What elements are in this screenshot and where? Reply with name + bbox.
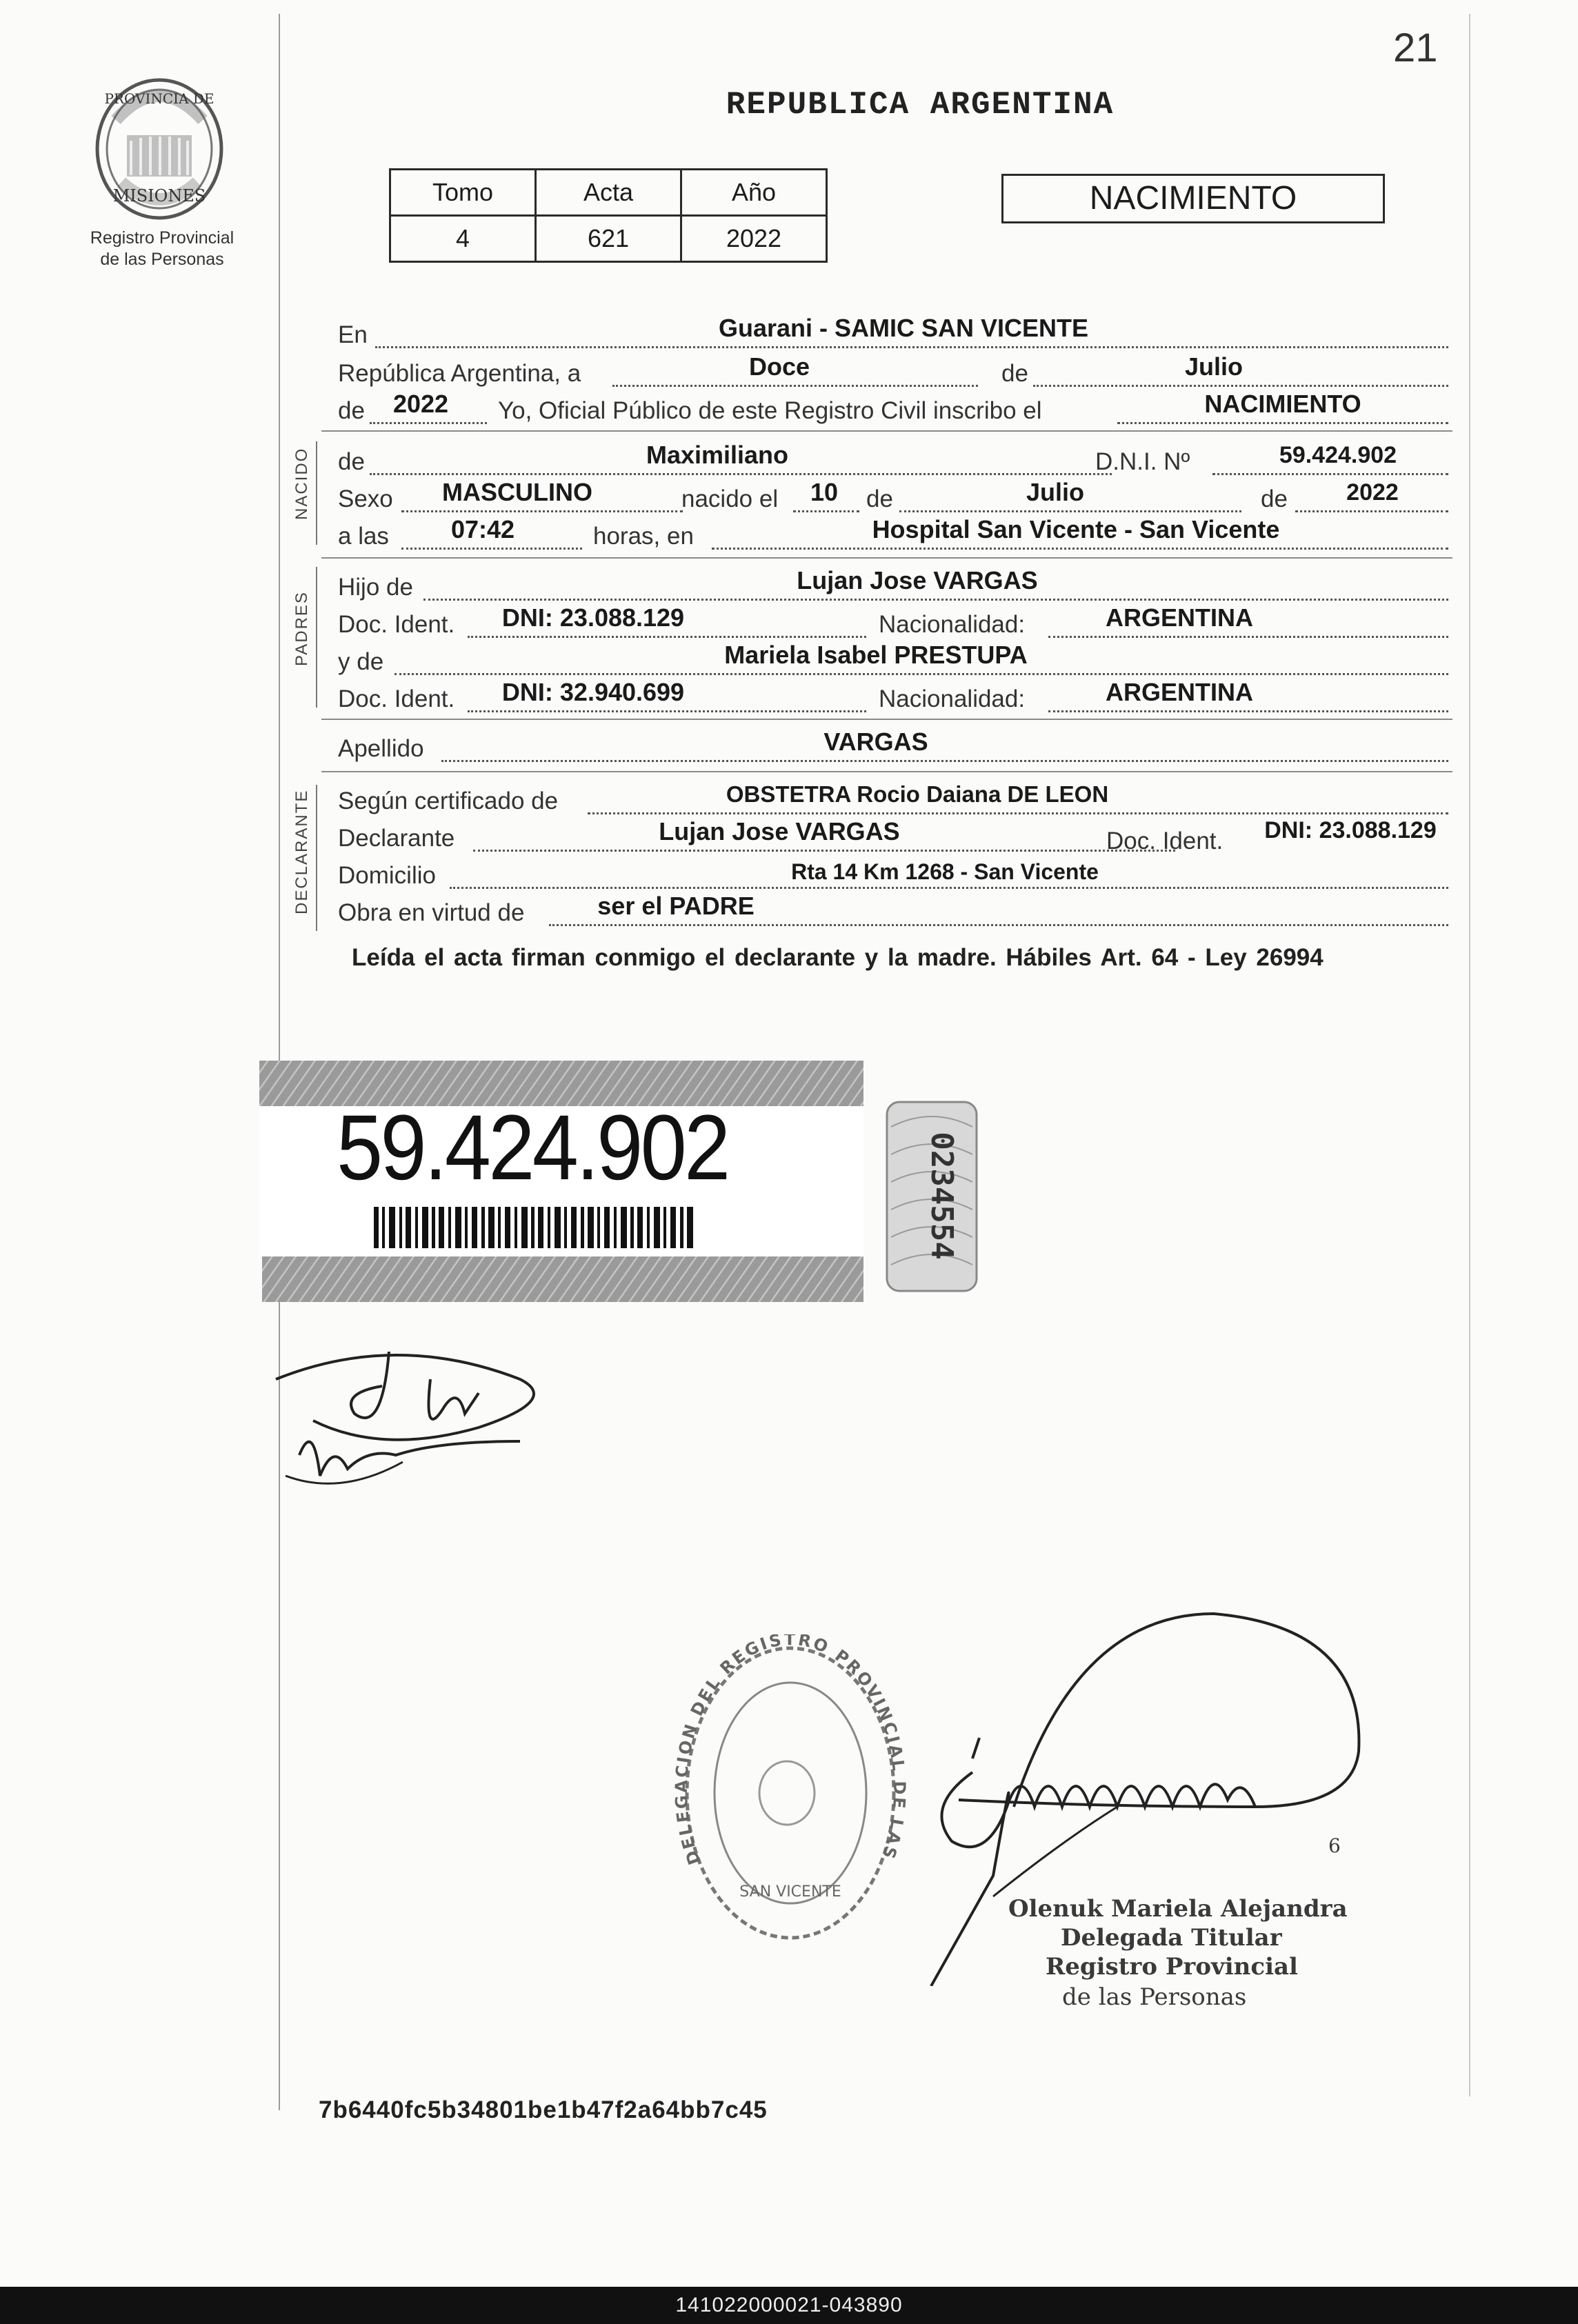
row-nacido-sexo (338, 476, 1450, 514)
domicilio-label: Domicilio (338, 862, 436, 889)
table-value-acta: 621 (536, 216, 681, 262)
row-father-doc (338, 601, 1450, 640)
domicilio-value: Rta 14 Km 1268 - San Vicente (791, 859, 1099, 884)
logo-caption-line2: de las Personas (100, 250, 224, 269)
row-nacido-name (338, 439, 1450, 477)
table-header-acta: Acta (536, 170, 681, 216)
en-label: En (338, 321, 368, 348)
stamp-ring-text: DELEGACION DEL REGISTRO PROVINCIAL DE LAS (673, 1634, 908, 1867)
row-obra (338, 890, 1450, 928)
father-name-value: Lujan Jose VARGAS (797, 566, 1038, 594)
declarante-doc-value: DNI: 23.088.129 (1264, 817, 1437, 843)
alas-label: a las (338, 523, 389, 550)
official-circular-stamp (673, 1634, 908, 1952)
father-doc-value: DNI: 23.088.129 (501, 603, 685, 632)
child-dni-value: 59.424.902 (1279, 442, 1397, 468)
mother-doc-value: DNI: 32.940.699 (501, 678, 685, 706)
section-label-declarante: DECLARANTE (292, 789, 311, 914)
birth-de-label: de (866, 485, 893, 512)
row-en (338, 312, 1450, 350)
hologram-code: 0234554 (924, 1132, 959, 1260)
logo-caption (69, 228, 255, 270)
row-republica (338, 350, 1450, 389)
official-registry: Registro Provincial (1046, 1953, 1298, 1981)
verification-hash: 7b6440fc5b34801be1b47f2a64bb7c45 (319, 2096, 768, 2123)
row-apellido (338, 725, 1450, 764)
republica-label: República Argentina, a (338, 360, 581, 387)
en-value: Guarani - SAMIC SAN VICENTE (718, 314, 1089, 342)
row-mother-doc (338, 676, 1450, 714)
certificado-label: Según certificado de (338, 788, 559, 814)
official-registry-2: de las Personas (1062, 1983, 1247, 2011)
dni-label: D.N.I. Nº (1095, 448, 1190, 475)
birth-de-label-year: de (1261, 485, 1288, 512)
declarante-value: Lujan Jose VARGAS (659, 817, 900, 845)
official-name: Olenuk Mariela Alejandra (1008, 1895, 1348, 1923)
y-de-label: y de (338, 648, 384, 675)
birth-month-value: Julio (1026, 478, 1084, 506)
logo-text-top: PROVINCIA DE (104, 90, 214, 107)
month-value: Julio (1184, 352, 1243, 381)
obra-label: Obra en virtud de (338, 899, 525, 926)
right-margin-rule (1469, 14, 1470, 2096)
logo-text-bottom: MISIONES (112, 186, 206, 206)
birth-year-value: 2022 (1346, 479, 1399, 505)
footer-bar: 141022000021-043890 (0, 2287, 1578, 2324)
section-label-nacido: NACIDO (292, 447, 311, 520)
stamp-inner-text: SAN VICENTE (739, 1883, 841, 1901)
obra-value: ser el PADRE (597, 892, 755, 920)
row-certificado (338, 778, 1450, 817)
separator-apellido (321, 719, 1452, 720)
mother-doc-label: Doc. Ident. (338, 685, 455, 712)
row-declarante (338, 815, 1450, 854)
hologram-seal (884, 1099, 979, 1294)
apellido-label: Apellido (338, 735, 424, 762)
year-value: 2022 (392, 390, 449, 418)
inscribo-label: Yo, Oficial Público de este Registro Civil inscribo el (498, 397, 1042, 424)
table-value-anio: 2022 (681, 216, 827, 262)
mother-nat-value: ARGENTINA (1106, 678, 1253, 706)
row-nacido-hora (338, 513, 1450, 552)
official-position: Delegada Titular (1061, 1924, 1282, 1952)
sticker-dni-number: 59.424.902 (337, 1096, 728, 1199)
father-doc-label: Doc. Ident. (338, 611, 455, 638)
row-y-de (338, 639, 1450, 677)
time-value: 07:42 (450, 515, 515, 543)
de-label-month: de (1001, 360, 1028, 387)
closing-statement: Leída el acta firman conmigo el declarante y la madre. Hábiles Art. 64 - Ley 26994 (352, 944, 1324, 971)
de-label-year: de (338, 397, 365, 424)
page-number: 21 (1393, 26, 1438, 70)
father-nat-label: Nacionalidad: (879, 611, 1026, 638)
certificado-value: OBSTETRA Rocio Daiana DE LEON (726, 781, 1109, 807)
document-title: REPUBLICA ARGENTINA (726, 87, 1115, 123)
row-domicilio (338, 852, 1450, 891)
apellido-value: VARGAS (823, 728, 928, 756)
mother-nat-label: Nacionalidad: (879, 685, 1026, 712)
day-value: Doce (748, 352, 810, 381)
table-header-anio: Año (681, 170, 827, 216)
separator-nacido (321, 430, 1452, 432)
separator-declarante (321, 771, 1452, 772)
logo-caption-line1: Registro Provincial (90, 228, 234, 248)
nacido-el-label: nacido el (681, 485, 779, 512)
section-label-padres: PADRES (292, 591, 311, 666)
document-type-box: NACIMIENTO (1001, 174, 1385, 223)
declarant-signature (272, 1338, 568, 1517)
sexo-value: MASCULINO (442, 478, 592, 506)
birth-place-value: Hospital San Vicente - San Vicente (872, 515, 1280, 543)
birth-day-value: 10 (810, 478, 839, 506)
svg-text:DELEGACION DEL REGISTRO PROVIN (673, 1634, 908, 1871)
mother-name-value: Mariela Isabel PRESTUPA (724, 641, 1028, 669)
row-hijo-de (338, 564, 1450, 603)
table-value-tomo: 4 (390, 216, 536, 262)
tomo-acta-anio-table (389, 168, 828, 263)
table-header-tomo: Tomo (390, 170, 536, 216)
horas-label: horas, en (593, 523, 694, 550)
declarante-doc-label: Doc. Ident. (1106, 828, 1224, 854)
row-anio-inscribo (338, 388, 1450, 426)
sexo-label: Sexo (338, 485, 393, 512)
separator-padres (321, 557, 1452, 559)
inscribo-value: NACIMIENTO (1204, 390, 1361, 418)
nacido-de-label: de (338, 448, 365, 475)
declarante-label: Declarante (338, 825, 455, 852)
hijo-de-label: Hijo de (338, 574, 413, 601)
child-name-value: Maximiliano (646, 441, 789, 469)
father-nat-value: ARGENTINA (1106, 603, 1253, 632)
signature-mark: 6 (1328, 1834, 1341, 1857)
